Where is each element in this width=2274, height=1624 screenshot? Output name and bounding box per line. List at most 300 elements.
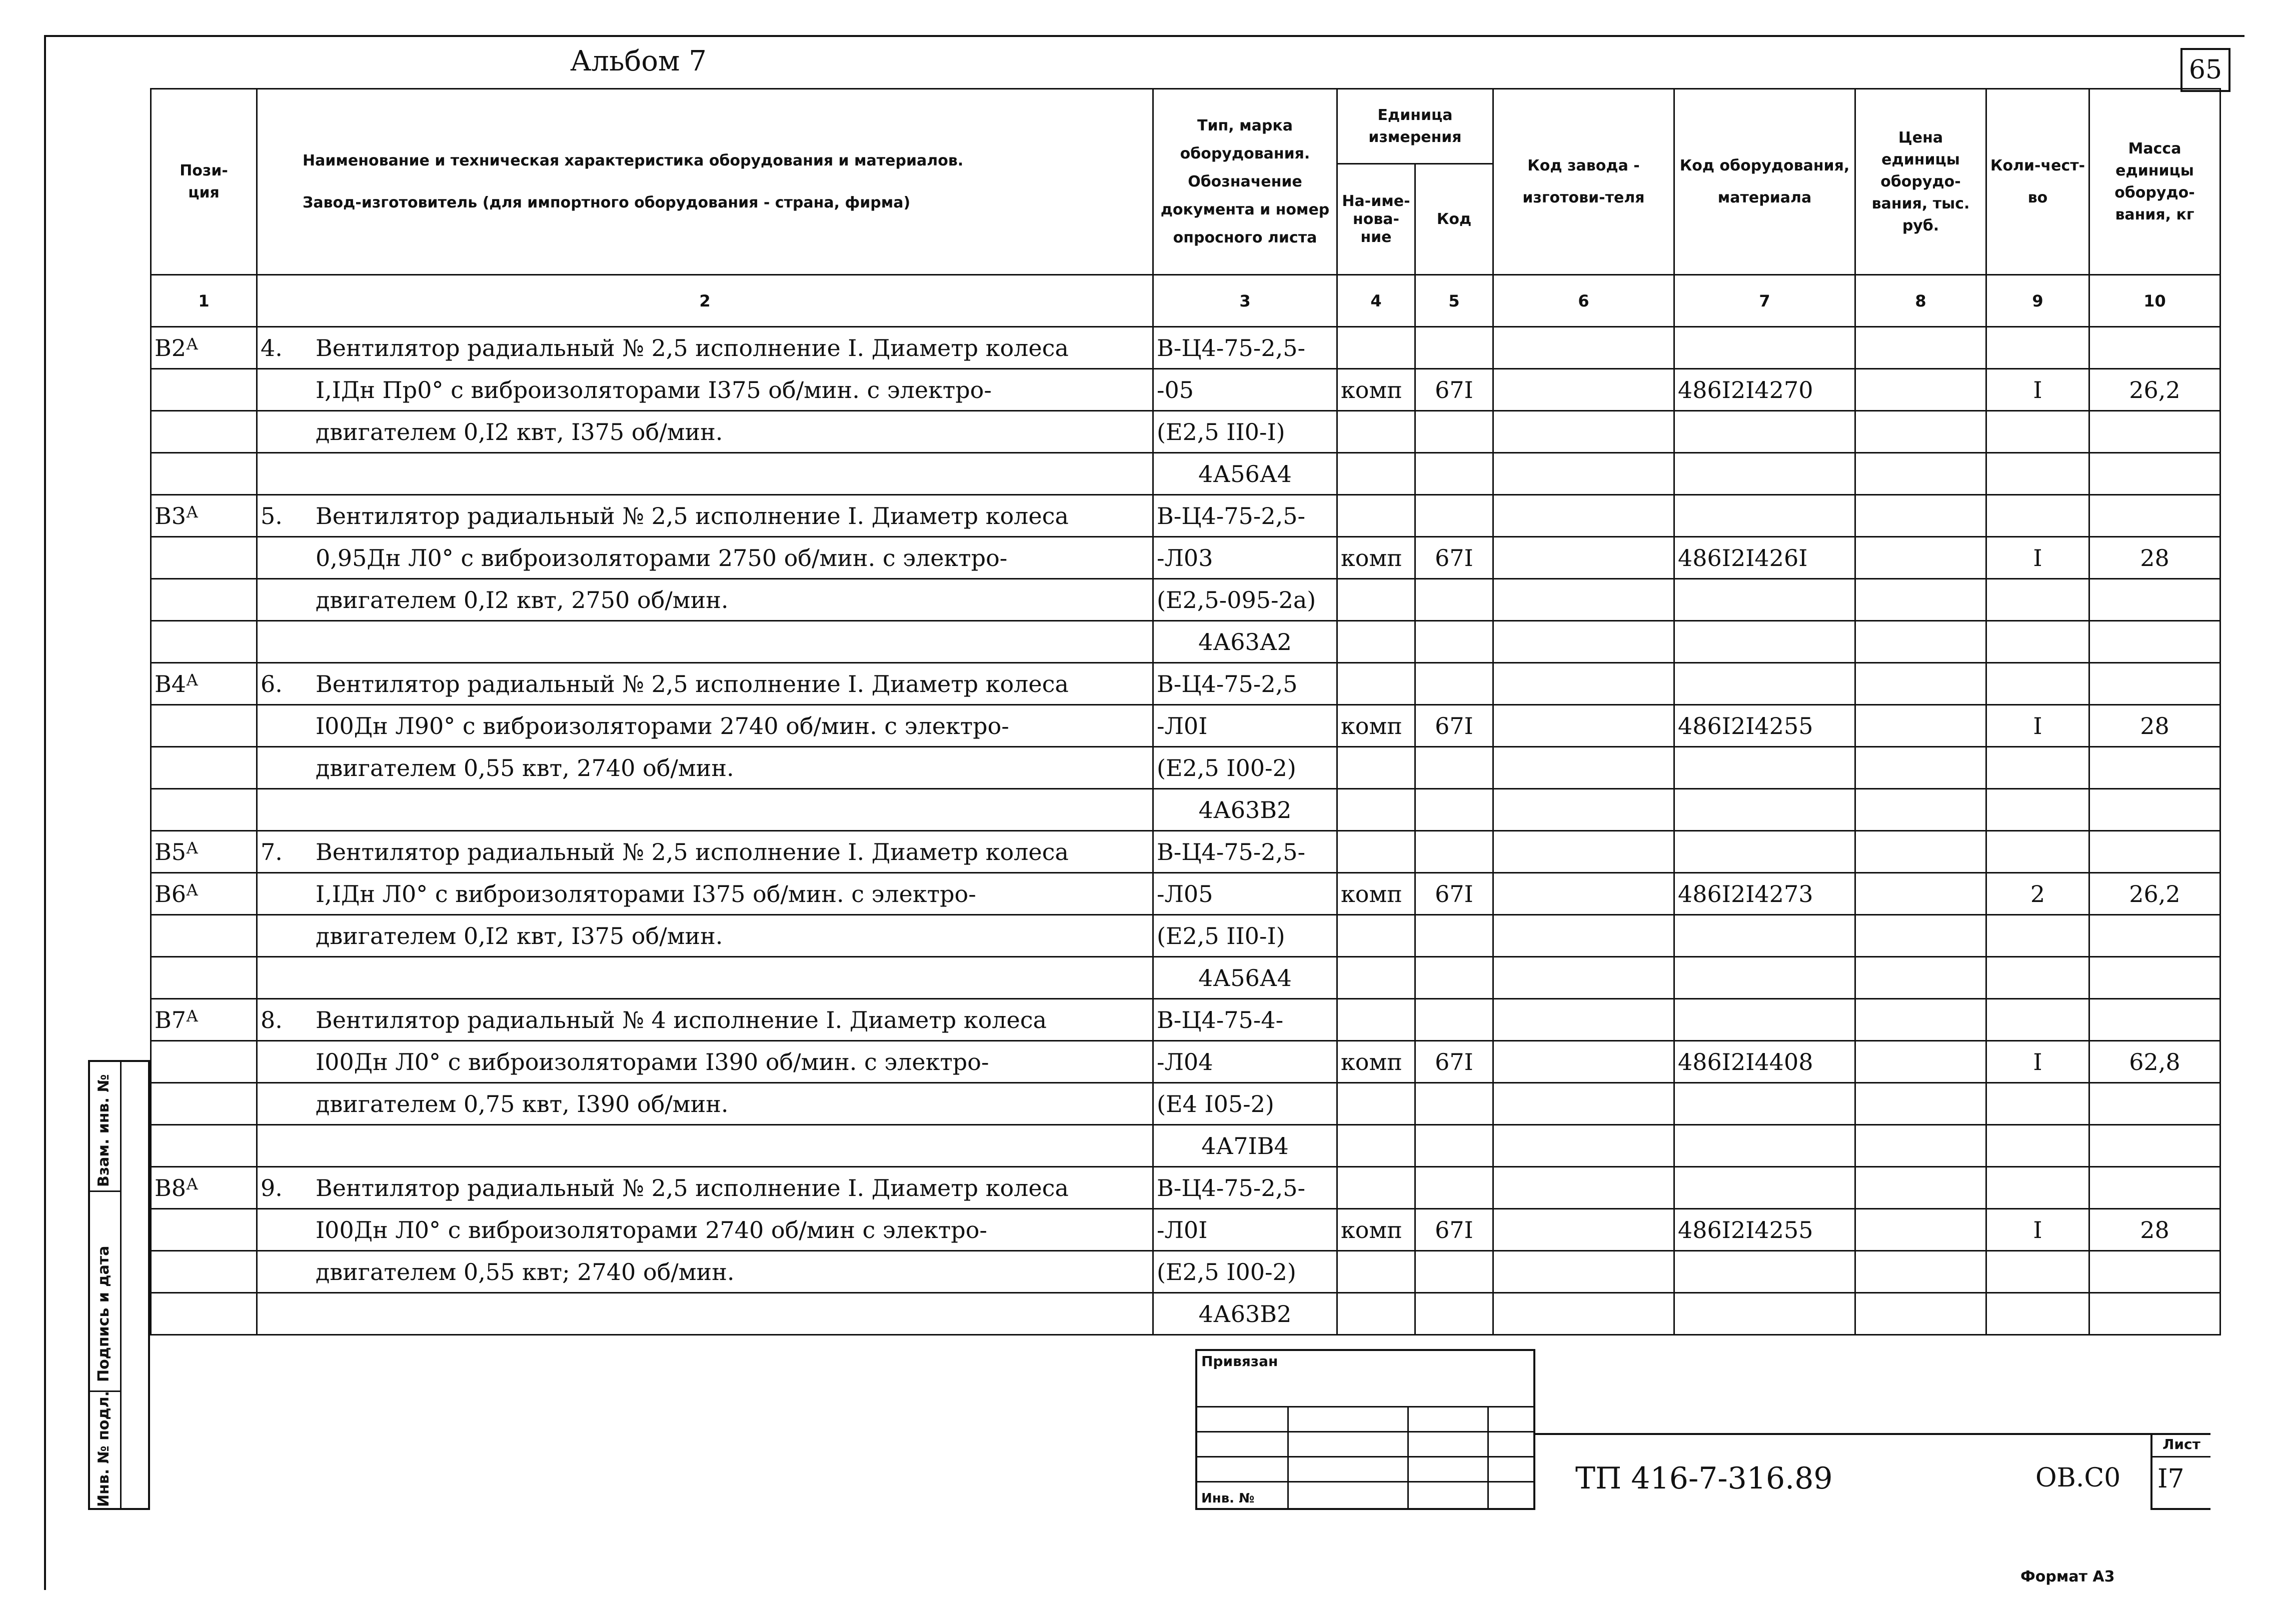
cell-position [151,327,257,369]
cell-name [257,411,1153,453]
cell-unit-mass: 28 [2089,705,2220,747]
position-code: В6 [155,880,187,908]
cell-name [257,537,1153,579]
table-row [151,663,2220,705]
cell-unit-code [1415,1167,1493,1209]
cell-type: (Е2,5 II0-I) [1153,411,1337,453]
cell-unit-code: 67I [1415,1041,1493,1083]
cell-unit-price [1855,663,1986,705]
cell-unit-mass [2089,999,2220,1041]
cell-unit-price [1855,873,1986,915]
cell-unit-mass [2089,621,2220,663]
position-superscript: А [186,670,199,690]
cell-unit-mass [2089,579,2220,621]
header-unit-name: На-име-нова-ние [1337,164,1415,275]
cell-position [151,495,257,537]
table-row [151,579,2220,621]
cell-unit-code: 67I [1415,537,1493,579]
format-label: Формат А3 [2020,1568,2115,1586]
cell-quantity: I [1986,369,2089,411]
cell-quantity [1986,1293,2089,1335]
cell-type: 4А63А2 [1153,621,1337,663]
sheet-number: I7 [2157,1464,2184,1494]
column-number: 5 [1415,275,1493,327]
item-description-line: Вентилятор радиальный № 2,5 исполнение I. Диаметр колеса [316,334,1069,362]
cell-unit-price [1855,1251,1986,1293]
cell-plant-code [1493,999,1674,1041]
table-row [151,1083,2220,1125]
item-description-line: 0,95Дн Л0° с виброизоляторами 2750 об/мин. с электро- [316,544,1008,572]
cell-equipment-code [1674,747,1855,789]
position-superscript: А [186,838,199,858]
cell-name [257,1083,1153,1125]
item-description-line: I00Дн Л0° с виброизоляторами 2740 об/мин с электро- [316,1216,987,1244]
cell-plant-code [1493,705,1674,747]
cell-unit-mass [2089,327,2220,369]
cell-unit-price [1855,537,1986,579]
cell-unit-code: 67I [1415,873,1493,915]
cell-plant-code [1493,1251,1674,1293]
column-number: 1 [151,275,257,327]
cell-unit-mass [2089,495,2220,537]
cell-equipment-code [1674,1293,1855,1335]
cell-position [151,831,257,873]
cell-plant-code [1493,747,1674,789]
cell-plant-code [1493,327,1674,369]
cell-name [257,663,1153,705]
cell-unit-name [1337,621,1415,663]
cell-equipment-code [1674,1167,1855,1209]
cell-quantity [1986,1083,2089,1125]
cell-position [151,537,257,579]
header-position: Пози- ция [151,89,257,275]
cell-name [257,453,1153,495]
approval-sidebar [88,1060,150,1510]
cell-position [151,1251,257,1293]
cell-equipment-code [1674,831,1855,873]
cell-type: -05 [1153,369,1337,411]
item-description-line: Вентилятор радиальный № 2,5 исполнение I. Диаметр колеса [316,1174,1069,1202]
cell-quantity [1986,411,2089,453]
sheet-number-cell [2150,1433,2210,1510]
cell-unit-mass: 26,2 [2089,369,2220,411]
cell-type: -Л0I [1153,1209,1337,1251]
cell-type: 4А63В2 [1153,1293,1337,1335]
cell-plant-code [1493,537,1674,579]
cell-unit-name [1337,579,1415,621]
cell-equipment-code [1674,1125,1855,1167]
position-code: В7 [155,1006,187,1034]
page-number: 65 [2180,48,2230,92]
column-number: 3 [1153,275,1337,327]
position-code: В3 [155,502,187,530]
cell-name [257,1125,1153,1167]
cell-name [257,1167,1153,1209]
cell-unit-price [1855,621,1986,663]
cell-equipment-code [1674,411,1855,453]
cell-position [151,873,257,915]
cell-quantity [1986,621,2089,663]
cell-unit-code [1415,453,1493,495]
cell-unit-name [1337,831,1415,873]
column-number: 8 [1855,275,1986,327]
cell-unit-name [1337,411,1415,453]
cell-plant-code [1493,831,1674,873]
cell-name [257,621,1153,663]
cell-quantity [1986,1251,2089,1293]
cell-unit-code [1415,831,1493,873]
album-label: Альбом 7 [570,45,707,78]
cell-name [257,873,1153,915]
cell-quantity: 2 [1986,873,2089,915]
cell-unit-name [1337,453,1415,495]
cell-type: В-Ц4-75-2,5 [1153,663,1337,705]
cell-unit-price [1855,579,1986,621]
position-superscript: А [186,502,199,522]
cell-unit-mass: 26,2 [2089,873,2220,915]
cell-unit-name [1337,663,1415,705]
cell-name [257,705,1153,747]
cell-equipment-code: 486I2I4255 [1674,705,1855,747]
sidebar-label-podpis: Подпись и дата [95,1246,113,1382]
cell-plant-code [1493,495,1674,537]
cell-name [257,789,1153,831]
table-row [151,411,2220,453]
cell-equipment-code [1674,1251,1855,1293]
cell-type: -Л03 [1153,537,1337,579]
cell-unit-mass [2089,663,2220,705]
cell-unit-price [1855,999,1986,1041]
cell-unit-name [1337,789,1415,831]
table-row [151,705,2220,747]
cell-plant-code [1493,663,1674,705]
cell-unit-price [1855,915,1986,957]
cell-position [151,369,257,411]
cell-type: (Е2,5 I00-2) [1153,1251,1337,1293]
header-name-line1: Наименование и техническая характеристика оборудования и материалов. [303,152,964,170]
cell-unit-mass [2089,1251,2220,1293]
cell-plant-code [1493,957,1674,999]
table-row [151,537,2220,579]
cell-plant-code [1493,621,1674,663]
cell-quantity [1986,957,2089,999]
cell-equipment-code: 486I2I4270 [1674,369,1855,411]
cell-name [257,831,1153,873]
cell-unit-code: 67I [1415,369,1493,411]
position-code: В8 [155,1174,187,1202]
cell-unit-code [1415,915,1493,957]
cell-unit-code [1415,1293,1493,1335]
cell-unit-mass [2089,1293,2220,1335]
item-description-line: двигателем 0,55 квт; 2740 об/мин. [316,1258,735,1286]
cell-unit-price [1855,1125,1986,1167]
cell-quantity [1986,1167,2089,1209]
cell-name [257,747,1153,789]
header-quantity: Коли-чест-во [1986,89,2089,275]
cell-unit-name [1337,327,1415,369]
cell-unit-price [1855,831,1986,873]
cell-plant-code [1493,411,1674,453]
cell-type: (Е4 I05-2) [1153,1083,1337,1125]
cell-equipment-code [1674,957,1855,999]
cell-unit-price [1855,789,1986,831]
item-description-line: двигателем 0,75 квт, I390 об/мин. [316,1090,729,1118]
stamp-inv: Инв. № [1201,1491,1255,1506]
table-body [151,327,2220,1335]
table-row [151,621,2220,663]
cell-quantity [1986,453,2089,495]
cell-position [151,747,257,789]
cell-equipment-code [1674,663,1855,705]
cell-unit-mass [2089,915,2220,957]
cell-quantity: I [1986,1041,2089,1083]
cell-unit-code [1415,1251,1493,1293]
table-row [151,369,2220,411]
cell-position [151,1041,257,1083]
column-number: 7 [1674,275,1855,327]
specification-table [150,88,2221,1336]
cell-quantity [1986,495,2089,537]
column-number: 4 [1337,275,1415,327]
item-number: 9. [261,1174,283,1202]
table-row [151,747,2220,789]
cell-position [151,1209,257,1251]
cell-unit-mass: 28 [2089,1209,2220,1251]
cell-name [257,327,1153,369]
cell-unit-price [1855,411,1986,453]
cell-type: В-Ц4-75-2,5- [1153,495,1337,537]
cell-unit-name: комп [1337,1041,1415,1083]
item-number: 8. [261,1006,283,1034]
cell-plant-code [1493,369,1674,411]
column-number: 2 [257,275,1153,327]
cell-name [257,1293,1153,1335]
item-description-line: I00Дн Л0° с виброизоляторами I390 об/мин. с электро- [316,1048,989,1076]
item-description-line: Вентилятор радиальный № 2,5 исполнение I. Диаметр колеса [316,502,1069,530]
position-code: В2 [155,334,187,362]
cell-equipment-code [1674,495,1855,537]
cell-unit-name: комп [1337,537,1415,579]
sidebar-label-vzam: Взам. инв. № [95,1074,113,1187]
item-description-line: Вентилятор радиальный № 4 исполнение I. Диаметр колеса [316,1006,1047,1034]
cell-quantity [1986,327,2089,369]
cell-unit-name [1337,957,1415,999]
cell-unit-mass [2089,1167,2220,1209]
cell-type: (Е2,5 I00-2) [1153,747,1337,789]
position-code: В4 [155,670,187,698]
table-row [151,1167,2220,1209]
cell-unit-price [1855,453,1986,495]
title-block [1535,1433,2210,1510]
cell-unit-code: 67I [1415,705,1493,747]
sidebar-label-inv-podl: Инв. № подл. [95,1390,113,1507]
header-unit-group: Единица измерения [1337,89,1493,164]
item-description-line: двигателем 0,I2 квт, I375 об/мин. [316,418,723,446]
cell-unit-mass [2089,453,2220,495]
cell-name [257,495,1153,537]
cell-plant-code [1493,1041,1674,1083]
cell-quantity [1986,747,2089,789]
item-description-line: I,IДн Пр0° с виброизоляторами I375 об/мин. с электро- [316,376,992,404]
cell-equipment-code: 486I2I4273 [1674,873,1855,915]
cell-plant-code [1493,1125,1674,1167]
cell-unit-code [1415,747,1493,789]
cell-name [257,579,1153,621]
sheet-label: Лист [2152,1433,2210,1458]
cell-type: 4А7IВ4 [1153,1125,1337,1167]
cell-unit-mass: 62,8 [2089,1041,2220,1083]
cell-unit-code [1415,1083,1493,1125]
position-superscript: А [186,880,199,900]
item-number: 4. [261,334,283,362]
cell-equipment-code [1674,621,1855,663]
cell-plant-code [1493,1293,1674,1335]
table-row [151,453,2220,495]
cell-quantity: I [1986,537,2089,579]
cell-unit-code [1415,789,1493,831]
item-description-line: I00Дн Л90° с виброизоляторами 2740 об/мин. с электро- [316,712,1009,740]
position-superscript: А [186,334,199,354]
cell-unit-code [1415,495,1493,537]
position-superscript: А [186,1174,199,1194]
cell-plant-code [1493,915,1674,957]
cell-position [151,1125,257,1167]
cell-unit-name [1337,747,1415,789]
item-description-line: I,IДн Л0° с виброизоляторами I375 об/мин. с электро- [316,880,976,908]
column-number: 9 [1986,275,2089,327]
cell-unit-name: комп [1337,1209,1415,1251]
table-row [151,1251,2220,1293]
cell-equipment-code: 486I2I4408 [1674,1041,1855,1083]
cell-unit-price [1855,369,1986,411]
cell-unit-price [1855,1293,1986,1335]
cell-unit-code [1415,411,1493,453]
header-name [257,89,1153,275]
table-row [151,915,2220,957]
table-row [151,957,2220,999]
cell-position [151,915,257,957]
cell-equipment-code: 486I2I4255 [1674,1209,1855,1251]
cell-position [151,1083,257,1125]
table-row [151,495,2220,537]
position-code: В5 [155,838,187,866]
cell-quantity [1986,663,2089,705]
item-description-line: Вентилятор радиальный № 2,5 исполнение I. Диаметр колеса [316,670,1069,698]
cell-unit-code [1415,327,1493,369]
cell-equipment-code: 486I2I426I [1674,537,1855,579]
cell-unit-price [1855,495,1986,537]
cell-name [257,1041,1153,1083]
item-description-line: двигателем 0,I2 квт, 2750 об/мин. [316,586,729,614]
column-number: 10 [2089,275,2220,327]
cell-unit-price [1855,957,1986,999]
table-row [151,999,2220,1041]
stamp-privyazan: Привязан [1201,1353,1278,1370]
cell-unit-mass [2089,1125,2220,1167]
cell-unit-price [1855,327,1986,369]
cell-unit-mass: 28 [2089,537,2220,579]
cell-type: -Л04 [1153,1041,1337,1083]
cell-equipment-code [1674,999,1855,1041]
cell-equipment-code [1674,915,1855,957]
cell-quantity [1986,915,2089,957]
item-number: 7. [261,838,283,866]
item-description-line: двигателем 0,I2 квт, I375 об/мин. [316,922,723,950]
cell-quantity [1986,789,2089,831]
column-number: 6 [1493,275,1674,327]
cell-unit-code [1415,579,1493,621]
cell-plant-code [1493,1209,1674,1251]
header-unit-code: Код [1415,164,1493,275]
cell-unit-price [1855,1083,1986,1125]
item-number: 6. [261,670,283,698]
cell-position [151,999,257,1041]
cell-unit-mass [2089,957,2220,999]
cell-unit-name [1337,915,1415,957]
cell-plant-code [1493,873,1674,915]
cell-unit-mass [2089,831,2220,873]
cell-unit-name: комп [1337,369,1415,411]
cell-unit-name [1337,1167,1415,1209]
cell-unit-mass [2089,411,2220,453]
cell-unit-name [1337,1083,1415,1125]
cell-unit-mass [2089,789,2220,831]
cell-equipment-code [1674,1083,1855,1125]
header-plant-code: Код завода - изготови-теля [1493,89,1674,275]
cell-unit-price [1855,1041,1986,1083]
cell-equipment-code [1674,789,1855,831]
table-row [151,831,2220,873]
cell-type: В-Ц4-75-2,5- [1153,327,1337,369]
cell-plant-code [1493,789,1674,831]
cell-position [151,1293,257,1335]
cell-type: В-Ц4-75-2,5- [1153,1167,1337,1209]
cell-equipment-code [1674,579,1855,621]
cell-unit-code: 67I [1415,1209,1493,1251]
cell-position [151,411,257,453]
sidebar-divider [120,1062,122,1508]
cell-quantity [1986,999,2089,1041]
cell-type: (Е2,5-095-2а) [1153,579,1337,621]
cell-position [151,1167,257,1209]
item-description-line: Вентилятор радиальный № 2,5 исполнение I. Диаметр колеса [316,838,1069,866]
cell-unit-name: комп [1337,705,1415,747]
doc-code: ТП 416-7-316.89 [1575,1461,1833,1496]
table-row [151,873,2220,915]
cell-plant-code [1493,1083,1674,1125]
cell-unit-name [1337,1251,1415,1293]
cell-plant-code [1493,453,1674,495]
cell-type: 4А56А4 [1153,453,1337,495]
cell-plant-code [1493,579,1674,621]
cell-type: 4А56А4 [1153,957,1337,999]
cell-unit-name [1337,1293,1415,1335]
cell-position [151,789,257,831]
cell-unit-code [1415,1125,1493,1167]
cell-position [151,705,257,747]
table-row [151,789,2220,831]
cell-name [257,999,1153,1041]
cell-unit-name [1337,495,1415,537]
binding-stamp [1195,1349,1535,1510]
cell-name [257,915,1153,957]
item-number: 5. [261,502,283,530]
cell-unit-code [1415,957,1493,999]
header-type: Тип, марка оборудования. Обозначение документа и номер опросного листа [1153,89,1337,275]
cell-name [257,1209,1153,1251]
cell-unit-mass [2089,747,2220,789]
cell-unit-mass [2089,1083,2220,1125]
